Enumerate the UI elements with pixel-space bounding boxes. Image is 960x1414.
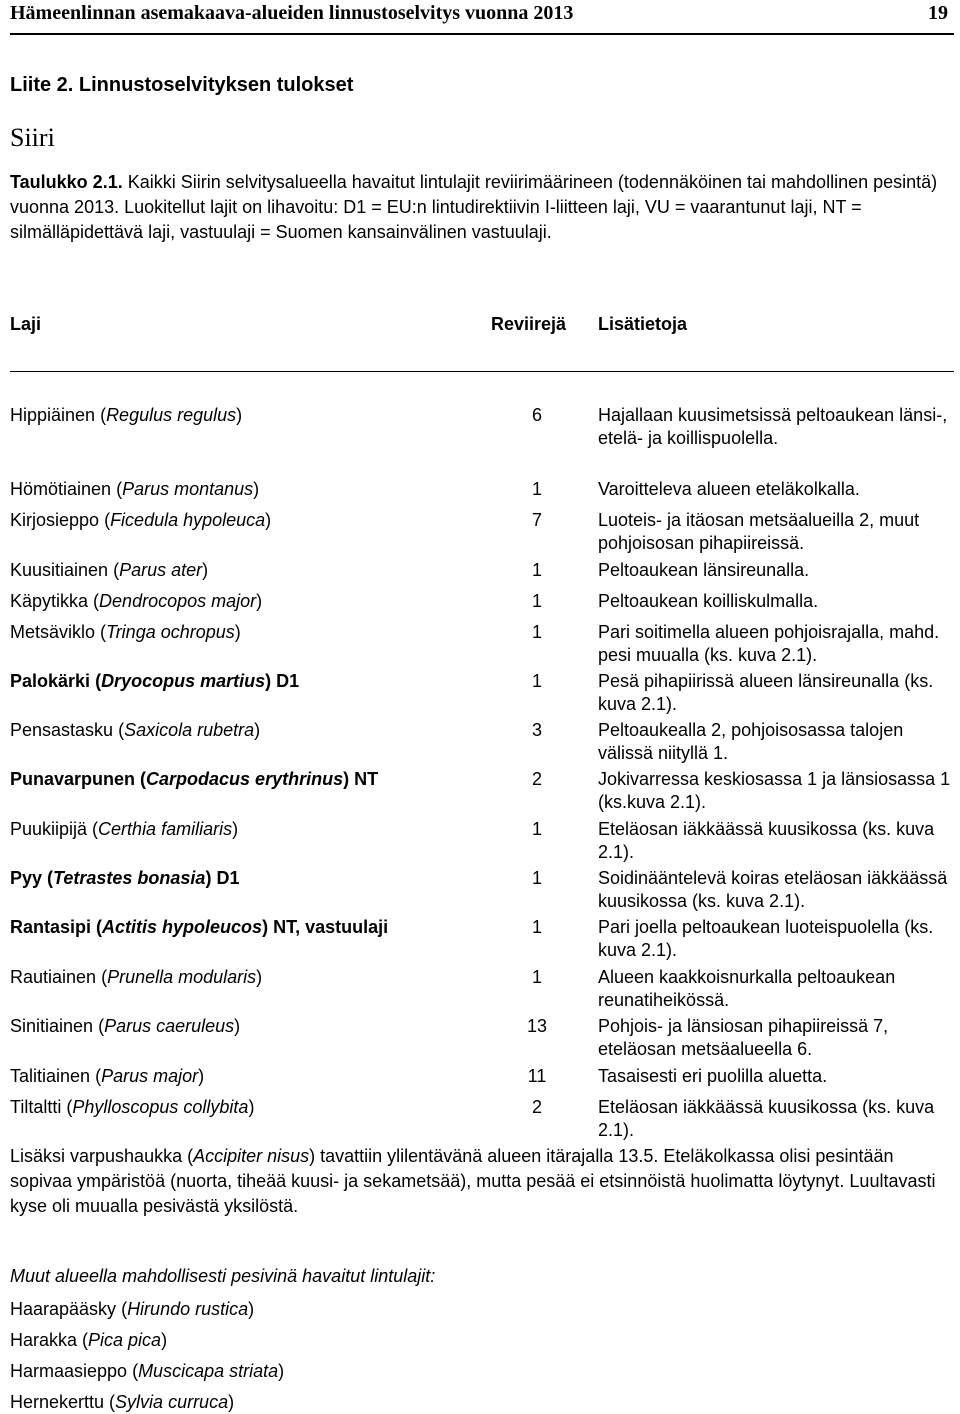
species-status: D1 <box>271 671 300 691</box>
territory-count: 11 <box>527 1066 547 1086</box>
species-name: Talitiainen <box>10 1066 91 1086</box>
species-notes: Peltoaukealla 2, pohjoisosassa talojen välissä niityllä 1. <box>598 720 904 763</box>
species-name: Metsäviklo <box>10 622 96 642</box>
territory-count: 1 <box>531 868 542 888</box>
territory-count: 2 <box>531 769 542 789</box>
species-latin: Saxicola rubetra <box>124 720 255 740</box>
species-notes: Jokivarressa keskiosassa 1 ja länsiosassa 1 (ks.kuva 2.1). <box>598 769 951 812</box>
territory-count: 6 <box>531 405 542 425</box>
site-heading: Siiri <box>10 123 55 152</box>
species-name: Hömötiainen <box>10 479 112 499</box>
species-cell: Pensastasku (Saxicola rubetra) <box>10 720 261 740</box>
species-status: D1 <box>211 868 240 888</box>
species-notes: Eteläosan iäkkäässä kuusikossa (ks. kuva 2.1). <box>598 819 935 862</box>
territory-count: 1 <box>531 917 542 937</box>
species-cell: Talitiainen (Parus major) <box>10 1066 205 1086</box>
territory-count: 1 <box>531 819 542 839</box>
note-text-after: ) tavattiin ylilentävänä alueen itärajalla 13.5. Eteläkolkassa olisi pesintään sopivaa ympäristöä (nuorta, tiheää kuusi- ja sekametsää), mutta pesää ei etsinnöistä huolimatta löytynyt. Luultavasti kyse oli muualla pesivästä yksilöstä. <box>10 1146 936 1216</box>
species-name: Kuusitiainen <box>10 560 109 580</box>
column-header-species: Laji <box>10 314 42 334</box>
species-cell: Puukiipijä (Certhia familiaris) <box>10 819 239 839</box>
header-underline <box>10 371 954 372</box>
species-latin: Parus ater <box>119 560 203 580</box>
species-cell: Tiltaltti (Phylloscopus collybita) <box>10 1097 255 1117</box>
species-name: Punavarpunen <box>10 769 136 789</box>
territory-count: 1 <box>531 622 542 642</box>
species-name: Tiltaltti <box>10 1097 62 1117</box>
species-latin: Tetrastes bonasia <box>53 868 206 888</box>
appendix-heading: Liite 2. Linnustoselvityksen tulokset <box>10 74 354 96</box>
species-cell: Palokärki (Dryocopus martius) D1 <box>10 671 300 691</box>
species-name: Kirjosieppo <box>10 510 100 530</box>
species-name: Rautiainen <box>10 967 97 987</box>
document-title: Hämeenlinnan asemakaava-alueiden linnustoselvitys vuonna 2013 <box>10 2 574 24</box>
territory-count: 1 <box>531 967 542 987</box>
species-latin: Dendrocopos major <box>99 591 257 611</box>
species-cell: Hippiäinen (Regulus regulus) <box>10 405 243 425</box>
species-cell: Punavarpunen (Carpodacus erythrinus) NT <box>10 769 379 789</box>
other-species-name: Harakka <box>10 1330 78 1350</box>
species-latin: Ficedula hypoleuca <box>110 510 266 530</box>
species-latin: Regulus regulus <box>106 405 237 425</box>
list-item: Harakka (Pica pica) <box>10 1330 168 1350</box>
other-species-name: Hernekerttu <box>10 1392 105 1412</box>
species-latin: Carpodacus erythrinus <box>146 769 344 789</box>
other-species-latin: Sylvia curruca <box>115 1392 229 1412</box>
note-text-before: Lisäksi varpushaukka ( <box>10 1146 194 1166</box>
species-notes: Varoitteleva alueen eteläkolkalla. <box>598 479 860 499</box>
species-notes: Pesä pihapiirissä alueen länsireunalla (ks. kuva 2.1). <box>598 671 934 714</box>
species-status: NT <box>349 769 379 789</box>
territory-count: 1 <box>531 671 542 691</box>
territory-count: 13 <box>526 1016 548 1036</box>
species-cell: Kirjosieppo (Ficedula hypoleuca) <box>10 510 272 530</box>
species-latin: Parus caeruleus <box>104 1016 235 1036</box>
species-latin: Prunella modularis <box>107 967 257 987</box>
species-notes: Soidinääntelevä koiras eteläosan iäkkäässä kuusikossa (ks. kuva 2.1). <box>598 868 948 911</box>
other-species-latin: Muscicapa striata <box>138 1361 279 1381</box>
table-caption <box>10 170 950 245</box>
column-header-territories: Reviirejä <box>491 314 567 334</box>
species-name: Puukiipijä <box>10 819 88 839</box>
species-latin: Tringa ochropus <box>106 622 235 642</box>
additional-note <box>10 1144 950 1219</box>
caption-label: Taulukko 2.1. <box>10 172 123 192</box>
species-notes: Pari joella peltoaukean luoteispuolella (ks. kuva 2.1). <box>598 917 934 960</box>
species-cell: Rantasipi (Actitis hypoleucos) NT, vastuulaji <box>10 917 389 937</box>
other-species-latin: Hirundo rustica <box>127 1299 249 1319</box>
species-latin: Certhia familiaris <box>98 819 233 839</box>
column-header-notes: Lisätietoja <box>598 314 688 334</box>
territory-count: 2 <box>531 1097 542 1117</box>
other-species-name: Harmaasieppo <box>10 1361 128 1381</box>
list-item: Hernekerttu (Sylvia curruca) <box>10 1392 235 1412</box>
species-notes: Pohjois- ja länsiosan pihapiireissä 7, eteläosan metsäalueella 6. <box>598 1016 889 1059</box>
page-number: 19 <box>928 2 948 24</box>
other-species-latin: Pica pica <box>88 1330 162 1350</box>
page-header <box>10 0 954 42</box>
species-latin: Parus major <box>101 1066 199 1086</box>
caption-text: Kaikki Siirin selvitysalueella havaitut lintulajit reviirimäärineen (todennäköinen tai mahdollinen pesintä) vuonna 2013. Luokitellut lajit on lihavoitu: D1 = EU:n lintudirektiivin I-liitteen laji, VU = vaarantunut laji, NT = silmälläpidettävä laji, vastuulaji = Suomen kansainvälinen vastuulaji. <box>10 172 938 242</box>
species-cell: Käpytikka (Dendrocopos major) <box>10 591 263 611</box>
note-latin-name: Accipiter nisus <box>193 1146 310 1166</box>
territory-count: 1 <box>531 591 542 611</box>
species-notes: Peltoaukean koilliskulmalla. <box>598 591 819 611</box>
species-name: Hippiäinen <box>10 405 96 425</box>
species-status: NT, vastuulaji <box>268 917 389 937</box>
species-cell: Rautiainen (Prunella modularis) <box>10 967 263 987</box>
species-cell: Sinitiainen (Parus caeruleus) <box>10 1016 241 1036</box>
species-notes: Peltoaukean länsireunalla. <box>598 560 810 580</box>
territory-count: 7 <box>531 510 542 530</box>
species-cell: Pyy (Tetrastes bonasia) D1 <box>10 868 240 888</box>
species-notes: Luoteis- ja itäosan metsäalueilla 2, muut pohjoisosan pihapiireissä. <box>598 510 920 553</box>
territory-count: 3 <box>531 720 542 740</box>
species-name: Palokärki <box>10 671 91 691</box>
species-notes: Alueen kaakkoisnurkalla peltoaukean reunatiheikössä. <box>598 967 896 1010</box>
species-latin: Dryocopus martius <box>101 671 266 691</box>
species-cell: Kuusitiainen (Parus ater) <box>10 560 209 580</box>
species-latin: Actitis hypoleucos <box>102 917 263 937</box>
header-rule <box>10 33 954 35</box>
species-latin: Phylloscopus collybita <box>72 1097 249 1117</box>
territory-count: 1 <box>531 560 542 580</box>
species-notes: Tasaisesti eri puolilla aluetta. <box>598 1066 828 1086</box>
species-name: Käpytikka <box>10 591 89 611</box>
list-item: Haarapääsky (Hirundo rustica) <box>10 1299 255 1319</box>
other-species-name: Haarapääsky <box>10 1299 117 1319</box>
other-species-title: Muut alueella mahdollisesti pesivinä havaitut lintulajit: <box>10 1266 436 1286</box>
species-notes: Pari soitimella alueen pohjoisrajalla, mahd. pesi muualla (ks. kuva 2.1). <box>598 622 940 665</box>
list-item: Harmaasieppo (Muscicapa striata) <box>10 1361 285 1381</box>
species-name: Pensastasku <box>10 720 114 740</box>
species-latin: Parus montanus <box>122 479 254 499</box>
species-cell: Hömötiainen (Parus montanus) <box>10 479 260 499</box>
territory-count: 1 <box>531 479 542 499</box>
species-name: Pyy <box>10 868 43 888</box>
species-cell: Metsäviklo (Tringa ochropus) <box>10 622 241 642</box>
species-notes: Hajallaan kuusimetsissä peltoaukean länsi-, etelä- ja koillispuolella. <box>598 405 948 448</box>
species-name: Rantasipi <box>10 917 92 937</box>
species-name: Sinitiainen <box>10 1016 94 1036</box>
species-notes: Eteläosan iäkkäässä kuusikossa (ks. kuva 2.1). <box>598 1097 935 1140</box>
